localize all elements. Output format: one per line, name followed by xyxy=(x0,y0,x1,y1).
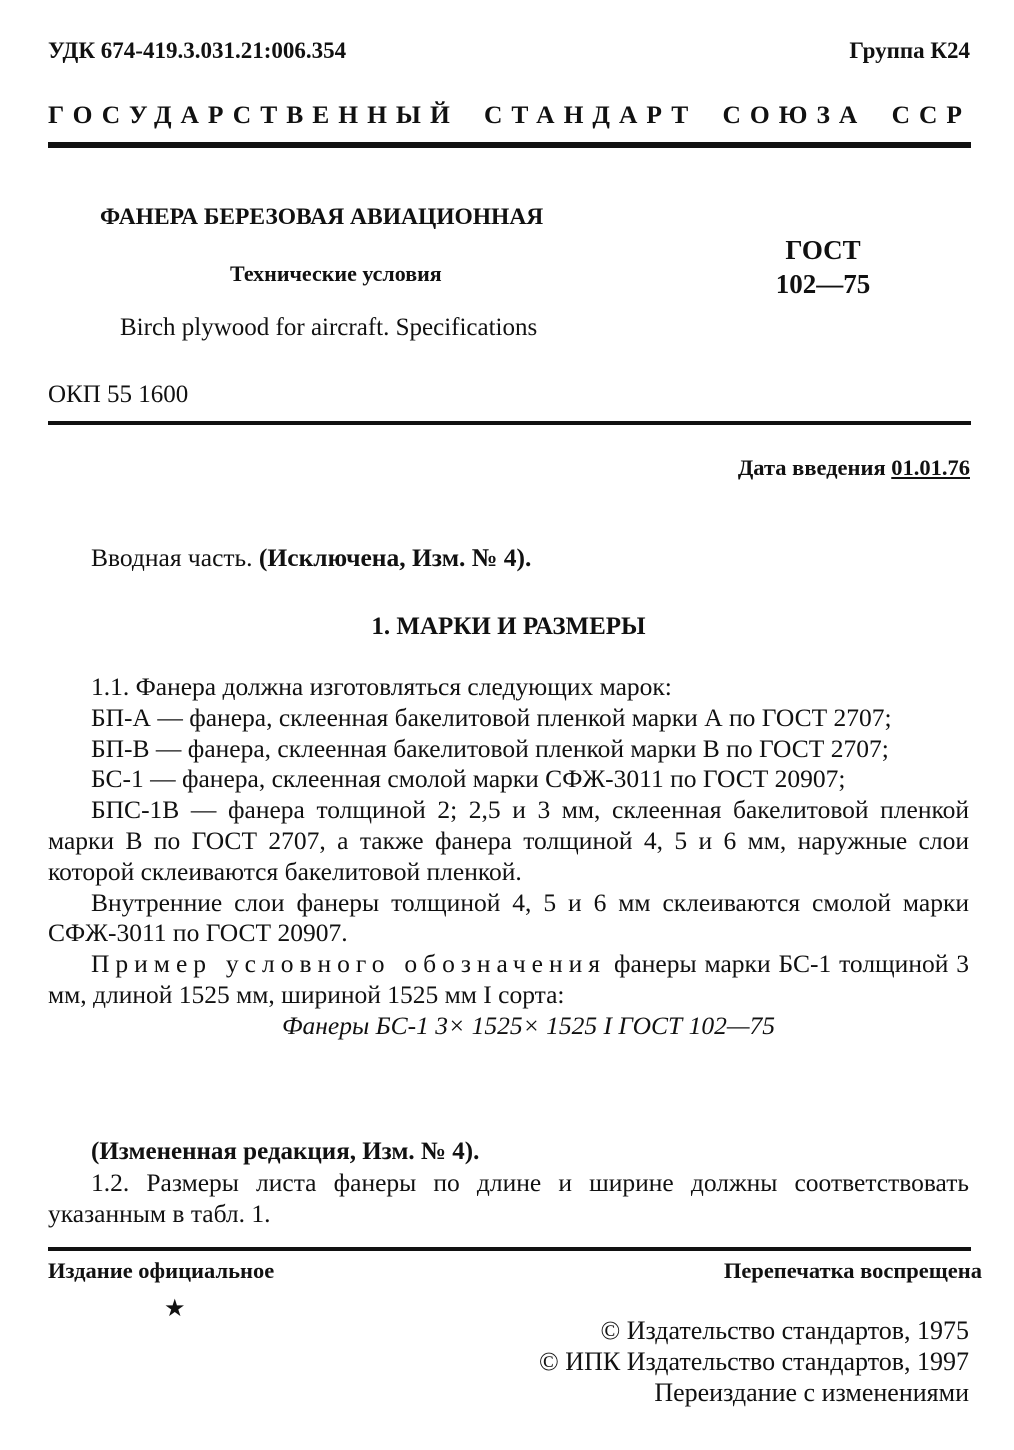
grade-bp-v: БП-В — фанера, склеенная бакелитовой пленкой марки В по ГОСТ 2707; xyxy=(91,733,889,763)
english-title: Birch plywood for aircraft. Specifications xyxy=(120,314,538,341)
paragraph-1-2: 1.2. Размеры листа фанеры по длине и ширине должны соответствовать указанным в табл. 1. xyxy=(48,1168,969,1228)
gost-label: ГОСТ xyxy=(785,235,861,265)
udk-code: УДК 674-419.3.031.21:006.354 xyxy=(48,38,347,63)
title-rule xyxy=(48,421,971,425)
grade-bp-a: БП-А — фанера, склеенная бакелитовой пленкой марки А по ГОСТ 2707; xyxy=(91,702,892,732)
example-label: Пример условного обозначения xyxy=(91,949,607,979)
grade-bs-1: БС-1 — фанера, склеенная смолой марки СФЖ-3011 по ГОСТ 20907; xyxy=(91,764,846,794)
gost-number: 102—75 xyxy=(775,269,871,299)
introduction-date xyxy=(738,455,970,481)
header-rule xyxy=(48,142,971,148)
document-subtitle: Технические условия xyxy=(230,261,442,286)
amendment-note: (Измененная редакция, Изм. № 4). xyxy=(91,1138,480,1165)
copyright-1975: © Издательство стандартов, 1975 xyxy=(600,1316,969,1345)
intro-part-note: (Исключена, Изм. № 4). xyxy=(258,543,532,572)
reissue-note: Переиздание с изменениями xyxy=(654,1378,969,1407)
paragraph-1-1: 1.1. Фанера должна изготовляться следующих марок: xyxy=(91,672,672,701)
introduction-date-value: 01.01.76 xyxy=(891,455,970,480)
footer-rule xyxy=(48,1247,971,1251)
section-heading: 1. МАРКИ И РАЗМЕРЫ xyxy=(371,613,646,640)
copyright-1997: © ИПК Издательство стандартов, 1997 xyxy=(539,1347,969,1376)
example-text: фанеры марки БС-1 толщиной 3 мм, длиной 1525 мм, шириной 1525 мм I сорта: xyxy=(48,949,970,1009)
example-designation: Фанеры БС-1 3× 1525× 1525 I ГОСТ 102—75 xyxy=(281,1010,776,1040)
section-body xyxy=(48,672,969,1042)
grade-bps-1v: БПС-1В — фанера толщиной 2; 2,5 и 3 мм, склеенная бакелитовой пленкой марки В по ГОСТ 2707, а также фанера толщиной 4, 5 и 6 мм, наружные слои которой склеиваются бакелитовой пленкой. xyxy=(48,795,969,886)
designation-example xyxy=(48,949,969,1011)
intro-part-label: Вводная часть. xyxy=(91,543,253,572)
official-edition: Издание официальное xyxy=(48,1258,275,1283)
reprint-forbidden: Перепечатка воспрещена xyxy=(723,1258,982,1283)
okp-code: ОКП 55 1600 xyxy=(48,381,189,408)
document-title: ФАНЕРА БЕРЕЗОВАЯ АВИАЦИОННАЯ xyxy=(100,204,544,230)
star-icon: ★ xyxy=(164,1296,186,1322)
group-code: Группа К24 xyxy=(849,38,970,63)
copyright-block xyxy=(539,1315,969,1408)
introduction-date-label: Дата введения xyxy=(737,455,886,480)
inner-layers-note: Внутренние слои фанеры толщиной 4, 5 и 6 мм склеиваются смолой марки СФЖ-3011 по ГОСТ 20907. xyxy=(48,887,969,948)
paragraph-1-2-block xyxy=(48,1168,969,1230)
intro-part xyxy=(91,543,531,573)
state-standard-heading: ГОСУДАРСТВЕННЫЙ СТАНДАРТ СОЮЗА ССР xyxy=(48,100,971,129)
